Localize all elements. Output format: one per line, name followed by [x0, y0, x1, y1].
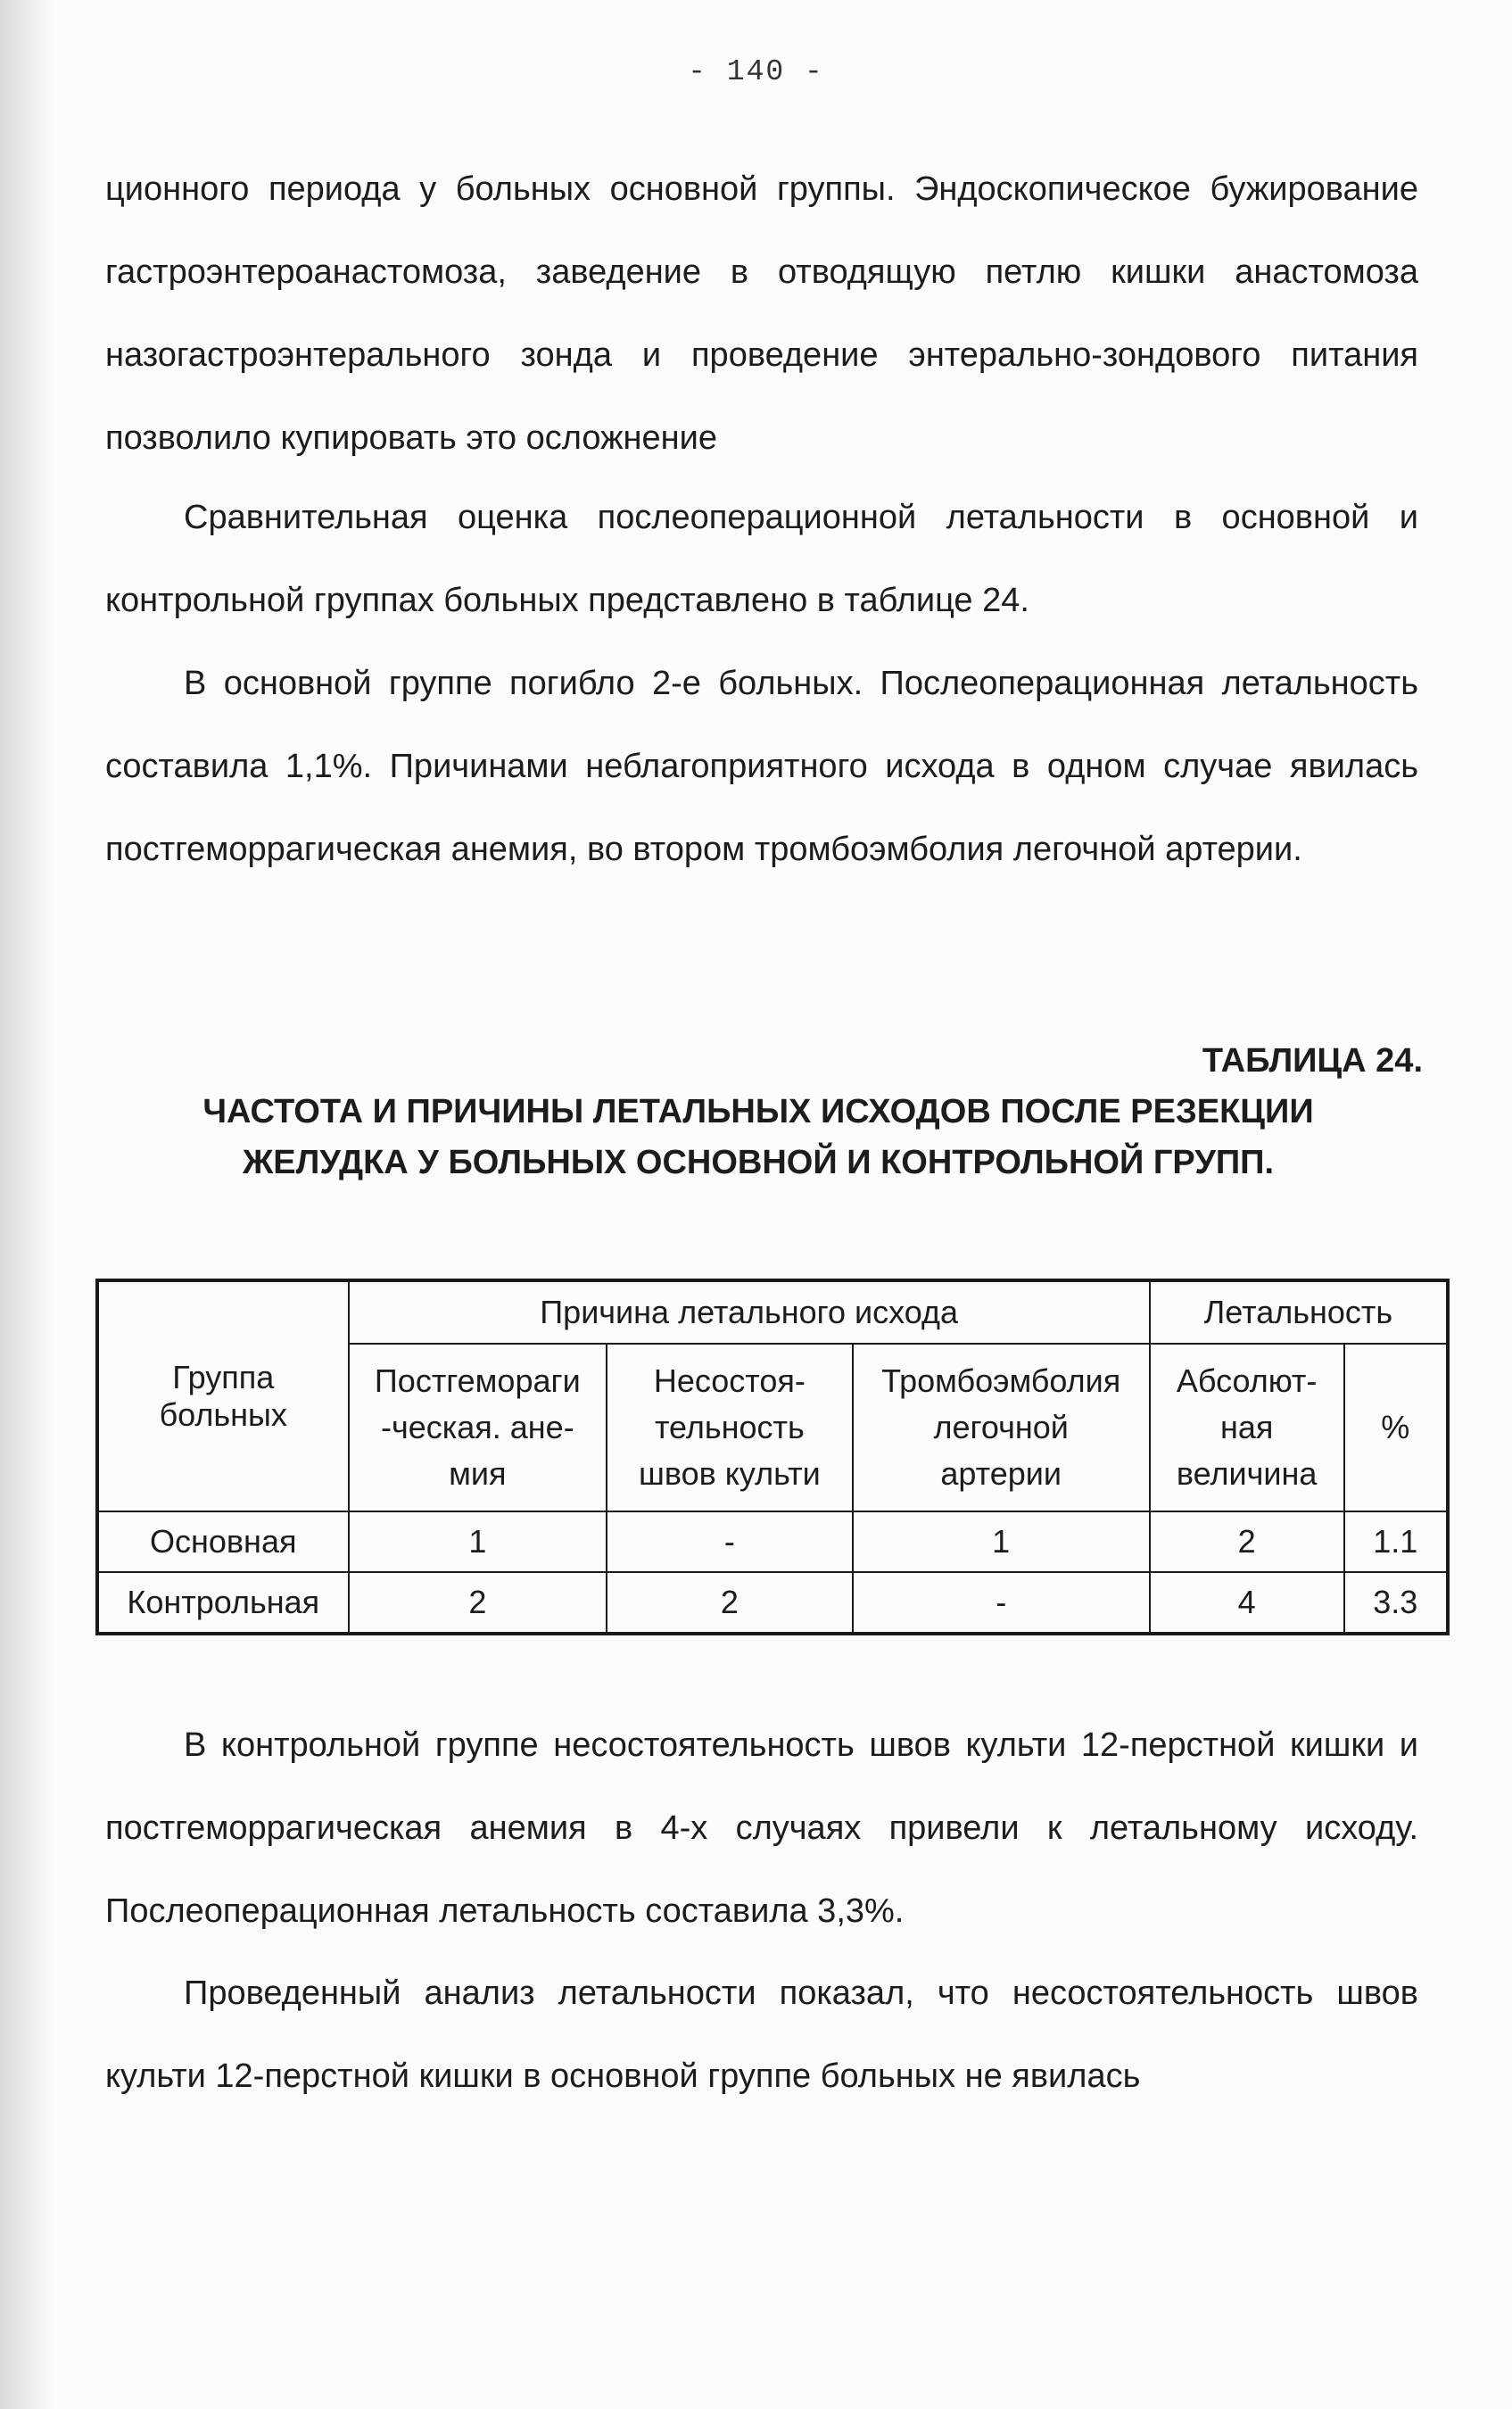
paragraph-1: ционного периода у больных основной группы. Эндоскопическое бужирование гастроэнтероанастомоза, заведение в отводящую петлю кишки анастомоза назогастроэнтерального зонда и проведение энтерально-зондового питания позволило купировать это осложнение: [105, 170, 1418, 457]
cell-embolism: 1: [853, 1511, 1150, 1572]
page-number: - 140 -: [688, 55, 824, 88]
paragraph-5: Проведенный анализ летальности показал, что несостоятельность швов культи 12-перстной кишки в основной группе больных не явилась: [105, 1974, 1418, 2095]
cell-embolism: -: [853, 1572, 1150, 1634]
paragraph-2: Сравнительная оценка послеоперационной летальности в основной и контрольной группах больных представлено в таблице 24.: [105, 499, 1418, 619]
cell-anemia: 2: [349, 1572, 607, 1634]
cell-anemia: 1: [349, 1511, 607, 1572]
table-row: [97, 1511, 1448, 1572]
cell-percent: 3.3: [1344, 1572, 1449, 1634]
table-caption: ТАБЛИЦА 24.: [1202, 1042, 1423, 1080]
cell-absolute: 4: [1150, 1572, 1344, 1634]
paragraph-4: В контрольной группе несостоятельность швов культи 12-перстной кишки и постгеморрагическая анемия в 4-х случаях привели к летальному исходу. Послеоперационная летальность составила 3,3%.: [105, 1726, 1418, 1930]
cell-percent: 1.1: [1344, 1511, 1449, 1572]
table-row: [97, 1572, 1448, 1634]
header-group: Группа больных: [97, 1280, 349, 1511]
lethality-table: [95, 1279, 1450, 1635]
cell-group: Основная: [97, 1511, 349, 1572]
page-edge-shadow: [0, 0, 54, 2409]
header-embolism: Тромбоэмболия легочной артерии: [853, 1344, 1150, 1511]
cell-suture-failure: 2: [607, 1572, 852, 1634]
header-anemia: Постгемораги -ческая. ане- мия: [349, 1344, 607, 1511]
header-lethality: Летальность: [1150, 1280, 1448, 1344]
table-title: [98, 1087, 1418, 1188]
header-absolute: Абсолют- ная величина: [1150, 1344, 1344, 1511]
cell-absolute: 2: [1150, 1511, 1344, 1572]
cell-group: Контрольная: [97, 1572, 349, 1634]
header-percent: %: [1344, 1344, 1449, 1511]
paragraph-3: В основной группе погибло 2-е больных. Послеоперационная летальность составила 1,1%. Причинами неблагоприятного исхода в одном случае явилась постгеморрагическая анемия, во втором тромбоэмболия легочной артерии.: [105, 665, 1418, 868]
header-suture-failure: Несостоя- тельность швов культи: [607, 1344, 852, 1511]
table-title-line-2: ЖЕЛУДКА У БОЛЬНЫХ ОСНОВНОЙ И КОНТРОЛЬНОЙ ГРУПП.: [242, 1144, 1275, 1181]
cell-suture-failure: -: [607, 1511, 852, 1572]
table-title-line-1: ЧАСТОТА И ПРИЧИНЫ ЛЕТАЛЬНЫХ ИСХОДОВ ПОСЛЕ РЕЗЕКЦИИ: [202, 1093, 1314, 1130]
header-cause: Причина летального исхода: [349, 1280, 1150, 1344]
